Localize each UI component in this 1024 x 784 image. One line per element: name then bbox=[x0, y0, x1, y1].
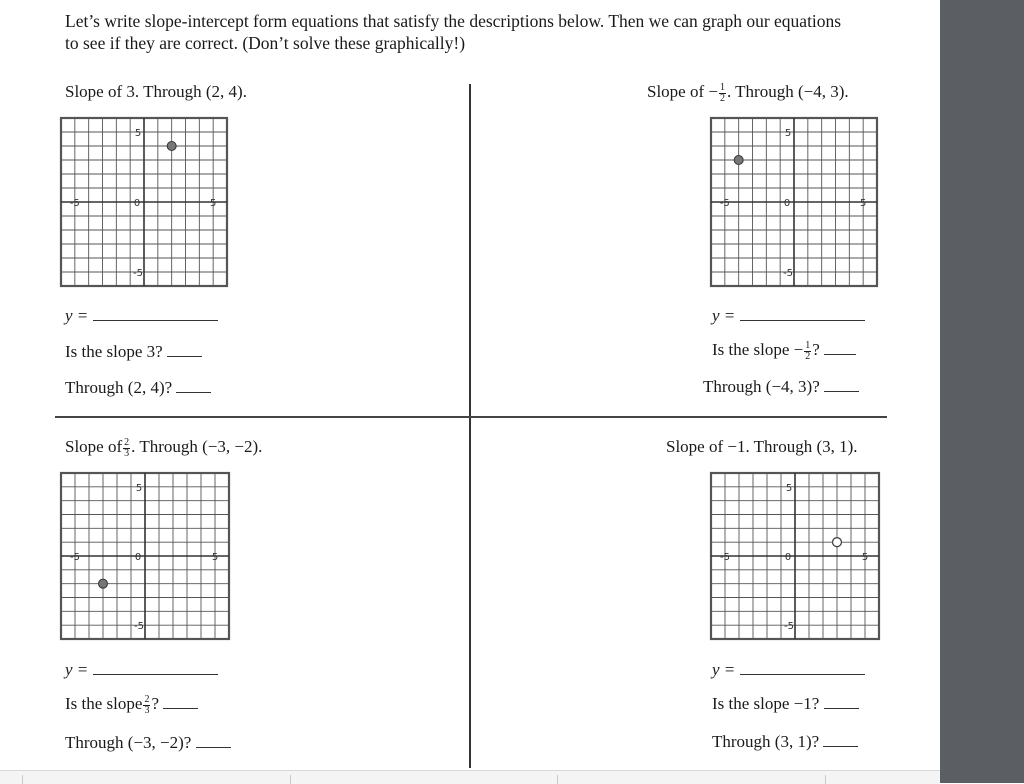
problem-2-title bbox=[647, 82, 849, 104]
problem-2-equation-blank[interactable] bbox=[740, 318, 865, 321]
fraction-numerator: 1 bbox=[805, 339, 811, 351]
problem-3-title-prefix: Slope of bbox=[65, 437, 123, 456]
problem-2-grid bbox=[708, 115, 880, 289]
fraction-denominator: 3 bbox=[144, 704, 150, 716]
x-axis-label-pos: 5 bbox=[859, 198, 867, 209]
fraction-numerator: 1 bbox=[719, 81, 725, 93]
problem-4-title: Slope of −1. Through (3, 1). bbox=[666, 437, 858, 456]
problem-2-y-label: y = bbox=[712, 306, 736, 325]
y-axis-label-neg: -5 bbox=[133, 268, 144, 279]
origin-label: 0 bbox=[134, 552, 142, 563]
problem-3-point-check bbox=[65, 733, 231, 753]
problem-2-slope-question-suffix: ? bbox=[812, 340, 820, 359]
problem-2-slope-check bbox=[712, 340, 856, 362]
problem-1-y-label: y = bbox=[65, 306, 89, 325]
problem-3-check-fraction bbox=[143, 695, 150, 716]
origin-label: 0 bbox=[133, 198, 141, 209]
problem-2-point-check bbox=[703, 377, 859, 397]
viewer-bottom-bar bbox=[0, 770, 940, 784]
problem-1-title: Slope of 3. Through (2, 4). bbox=[65, 82, 247, 101]
x-axis-label-neg: -5 bbox=[720, 552, 730, 563]
problem-1-point-check bbox=[65, 378, 211, 398]
instructions-line-2: to see if they are correct. (Don’t solve these graphically!) bbox=[65, 33, 466, 53]
problem-4-point-check bbox=[712, 732, 858, 752]
problem-3-title-fraction bbox=[123, 438, 130, 459]
plotted-point bbox=[833, 538, 842, 547]
fraction-numerator: 2 bbox=[144, 693, 150, 705]
problem-3-slope-question-suffix: ? bbox=[151, 694, 159, 713]
problem-4-slope-blank[interactable] bbox=[824, 706, 859, 709]
problem-2-point-blank[interactable] bbox=[824, 389, 859, 392]
instructions-line-1: Let’s write slope-intercept form equations that satisfy the descriptions below. Then we can graph our equations bbox=[65, 11, 842, 31]
problem-4-grid bbox=[708, 470, 882, 642]
origin-label: 0 bbox=[783, 198, 791, 209]
y-axis-label-neg: -5 bbox=[134, 621, 144, 633]
vertical-divider bbox=[469, 84, 471, 768]
fraction-denominator: 2 bbox=[719, 92, 725, 104]
problem-3-title bbox=[65, 437, 262, 459]
instructions bbox=[65, 10, 905, 54]
problem-2-title-suffix: . Through (−4, 3). bbox=[726, 82, 849, 101]
problem-1-point-blank[interactable] bbox=[176, 390, 211, 393]
origin-label: 0 bbox=[784, 552, 792, 563]
y-axis-label-pos: 5 bbox=[134, 128, 142, 139]
problem-4-equation-blank[interactable] bbox=[740, 672, 865, 675]
problem-1-point-question: Through (2, 4)? bbox=[65, 378, 173, 397]
plotted-point bbox=[167, 142, 176, 151]
problem-4-equation-line bbox=[712, 660, 865, 680]
plotted-point bbox=[99, 579, 108, 588]
x-axis-label-pos: 5 bbox=[209, 198, 217, 209]
problem-2-check-fraction bbox=[804, 341, 811, 362]
problem-4-slope-question: Is the slope −1? bbox=[712, 694, 820, 713]
fraction-denominator: 2 bbox=[805, 350, 811, 362]
y-axis-label-pos: 5 bbox=[135, 482, 143, 494]
problem-3-title-suffix: . Through (−3, −2). bbox=[131, 437, 263, 456]
x-axis-label-neg: -5 bbox=[719, 198, 730, 209]
problem-3-slope-check bbox=[65, 694, 198, 716]
problem-3-equation-blank[interactable] bbox=[93, 672, 218, 675]
problem-2-slope-question-prefix: Is the slope − bbox=[712, 340, 804, 359]
problem-2-point-question: Through (−4, 3)? bbox=[703, 377, 820, 396]
problem-3-point-blank[interactable] bbox=[196, 745, 231, 748]
problem-4-y-label: y = bbox=[712, 660, 736, 679]
problem-2-title-fraction bbox=[719, 83, 726, 104]
y-axis-label-neg: -5 bbox=[784, 621, 794, 633]
problem-1-slope-blank[interactable] bbox=[167, 354, 202, 357]
x-axis-label-neg: -5 bbox=[70, 552, 80, 563]
plotted-point bbox=[734, 156, 743, 165]
problem-1-slope-check bbox=[65, 342, 202, 362]
problem-4-slope-check bbox=[712, 694, 859, 714]
problem-3-grid bbox=[58, 470, 232, 642]
y-axis-label-pos: 5 bbox=[784, 128, 792, 139]
problem-4-point-blank[interactable] bbox=[823, 744, 858, 747]
problem-2-slope-blank[interactable] bbox=[824, 352, 856, 355]
problem-1-grid bbox=[58, 115, 230, 289]
x-axis-label-pos: 5 bbox=[211, 552, 219, 563]
problem-1-equation-blank[interactable] bbox=[93, 318, 218, 321]
problem-3-point-question: Through (−3, −2)? bbox=[65, 733, 192, 752]
problem-1-slope-question: Is the slope 3? bbox=[65, 342, 163, 361]
y-axis-label-pos: 5 bbox=[785, 482, 793, 494]
fraction-numerator: 2 bbox=[124, 436, 130, 448]
problem-4-point-question: Through (3, 1)? bbox=[712, 732, 820, 751]
viewer-side-panel bbox=[940, 0, 1024, 783]
fraction-denominator: 3 bbox=[124, 447, 130, 459]
y-axis-label-neg: -5 bbox=[783, 268, 794, 279]
problem-3-equation-line bbox=[65, 660, 218, 680]
problem-3-slope-question-prefix: Is the slope bbox=[65, 694, 143, 713]
problem-1-equation-line bbox=[65, 306, 218, 326]
problem-2-equation-line bbox=[712, 306, 865, 326]
problem-2-title-prefix: Slope of − bbox=[647, 82, 718, 101]
problem-3-slope-blank[interactable] bbox=[163, 706, 198, 709]
horizontal-divider bbox=[55, 416, 887, 418]
x-axis-label-neg: -5 bbox=[69, 198, 80, 209]
problem-3-y-label: y = bbox=[65, 660, 89, 679]
x-axis-label-pos: 5 bbox=[861, 552, 869, 563]
